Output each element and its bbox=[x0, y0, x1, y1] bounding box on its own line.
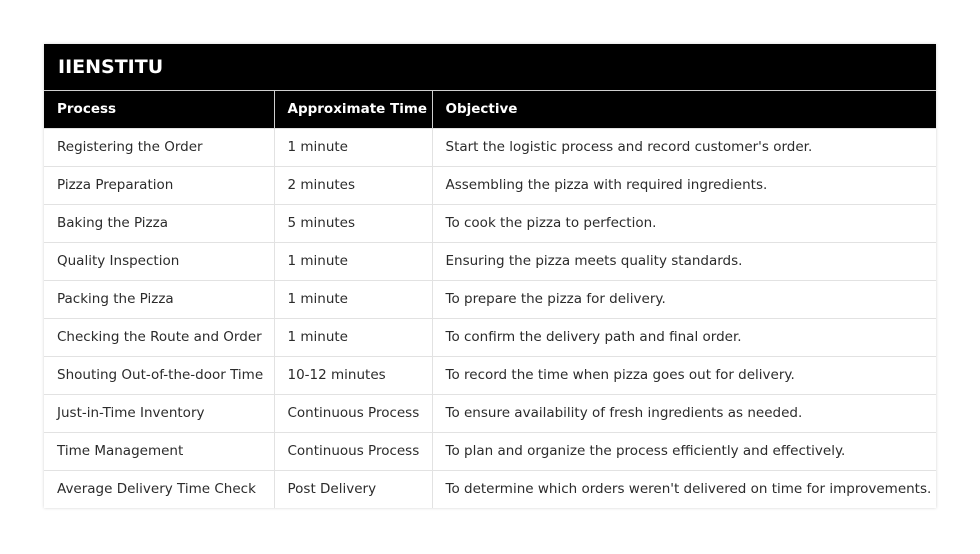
cell-process: Quality Inspection bbox=[44, 242, 274, 280]
cell-approximate-time: 1 minute bbox=[274, 128, 432, 166]
cell-approximate-time: 1 minute bbox=[274, 280, 432, 318]
cell-approximate-time: Continuous Process bbox=[274, 432, 432, 470]
cell-process: Average Delivery Time Check bbox=[44, 470, 274, 508]
cell-objective: Assembling the pizza with required ingredients. bbox=[432, 166, 936, 204]
cell-process: Baking the Pizza bbox=[44, 204, 274, 242]
cell-approximate-time: 10-12 minutes bbox=[274, 356, 432, 394]
process-table-card bbox=[44, 44, 936, 508]
cell-process: Just-in-Time Inventory bbox=[44, 394, 274, 432]
cell-approximate-time: 5 minutes bbox=[274, 204, 432, 242]
cell-objective: To prepare the pizza for delivery. bbox=[432, 280, 936, 318]
table-row bbox=[44, 204, 936, 242]
cell-objective: Ensuring the pizza meets quality standards. bbox=[432, 242, 936, 280]
table-row bbox=[44, 394, 936, 432]
column-header-objective: Objective bbox=[432, 91, 936, 128]
cell-process: Registering the Order bbox=[44, 128, 274, 166]
brand-title: IIENSTITU bbox=[44, 44, 936, 91]
process-table bbox=[44, 91, 936, 508]
cell-process: Packing the Pizza bbox=[44, 280, 274, 318]
table-body bbox=[44, 128, 936, 508]
table-row bbox=[44, 470, 936, 508]
column-header-process: Process bbox=[44, 91, 274, 128]
table-row bbox=[44, 356, 936, 394]
cell-process: Pizza Preparation bbox=[44, 166, 274, 204]
cell-approximate-time: 1 minute bbox=[274, 318, 432, 356]
table-row bbox=[44, 280, 936, 318]
cell-objective: To cook the pizza to perfection. bbox=[432, 204, 936, 242]
table-row bbox=[44, 166, 936, 204]
cell-approximate-time: 1 minute bbox=[274, 242, 432, 280]
table-row bbox=[44, 432, 936, 470]
cell-approximate-time: 2 minutes bbox=[274, 166, 432, 204]
cell-objective: To determine which orders weren't delivered on time for improvements. bbox=[432, 470, 936, 508]
cell-process: Checking the Route and Order bbox=[44, 318, 274, 356]
table-row bbox=[44, 318, 936, 356]
cell-objective: To confirm the delivery path and final order. bbox=[432, 318, 936, 356]
cell-objective: To record the time when pizza goes out for delivery. bbox=[432, 356, 936, 394]
table-header-row bbox=[44, 91, 936, 128]
table-row bbox=[44, 128, 936, 166]
table-row bbox=[44, 242, 936, 280]
cell-objective: To ensure availability of fresh ingredients as needed. bbox=[432, 394, 936, 432]
cell-process: Time Management bbox=[44, 432, 274, 470]
cell-approximate-time: Post Delivery bbox=[274, 470, 432, 508]
cell-approximate-time: Continuous Process bbox=[274, 394, 432, 432]
column-header-approximate-time: Approximate Time bbox=[274, 91, 432, 128]
cell-process: Shouting Out-of-the-door Time bbox=[44, 356, 274, 394]
cell-objective: To plan and organize the process efficiently and effectively. bbox=[432, 432, 936, 470]
cell-objective: Start the logistic process and record customer's order. bbox=[432, 128, 936, 166]
